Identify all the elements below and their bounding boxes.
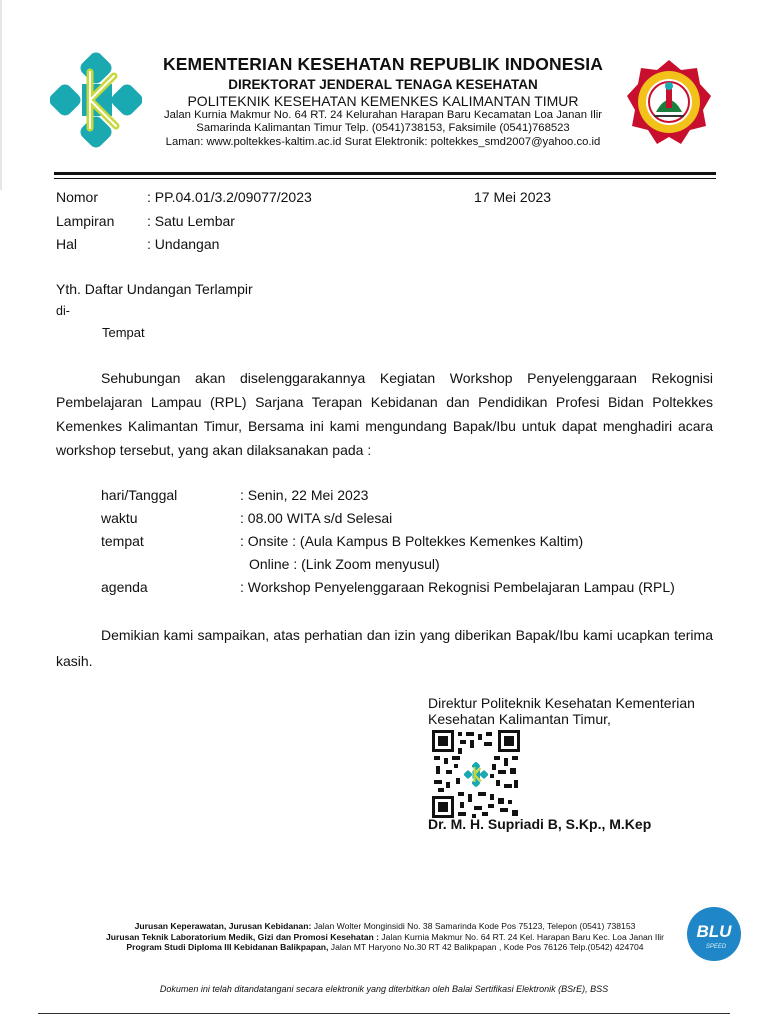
- waktu-value: : 08.00 WITA s/d Selesai: [240, 510, 393, 526]
- signatory-name: Dr. M. H. Supriadi B, S.Kp., M.Kep: [428, 816, 652, 832]
- waktu-label: waktu: [101, 510, 138, 526]
- footer-line-3-bold: Program Studi Diploma III Kebidanan Balikpapan,: [126, 942, 329, 952]
- footer-addresses: [90, 921, 680, 953]
- recipient-di: di-: [56, 304, 70, 318]
- footer-line-1-rest: Jalan Wolter Monginsidi No. 38 Samarinda Kode Pos 75123, Telepon (0541) 738153: [311, 921, 636, 931]
- footer-line-1-bold: Jurusan Keperawatan, Jurusan Kebidanan:: [134, 921, 312, 931]
- directorate-name: DIREKTORAT JENDERAL TENAGA KESEHATAN: [228, 76, 538, 92]
- poltekkes-logo-icon: [626, 58, 712, 146]
- footer-line-3-rest: Jalan MT Haryono No.30 RT 42 Balikpapan , Kode Pos 76126 Telp.(0542) 424704: [328, 942, 644, 952]
- signatory-title-line2: Kesehatan Kalimantan Timur,: [428, 711, 611, 727]
- tempat-label: tempat: [101, 533, 144, 549]
- footer-line-2-bold: Jurusan Teknik Laboratorium Medik, Gizi dan Promosi Kesehatan :: [105, 931, 379, 942]
- letterhead-rule-thin: [54, 178, 716, 179]
- recipient-line: Yth. Daftar Undangan Terlampir: [56, 281, 253, 297]
- tempat-onsite-value: : Onsite : (Aula Kampus B Poltekkes Kemenkes Kaltim): [240, 533, 584, 549]
- lampiran-value: : Satu Lembar: [147, 213, 235, 229]
- footer-rule: [38, 1013, 730, 1014]
- nomor-value: : PP.04.01/3.2/09077/2023: [147, 189, 312, 205]
- tempat-online-value: Online : (Link Zoom menyusul): [249, 556, 440, 572]
- agenda-value: : Workshop Penyelenggaraan Rekognisi Pembelajaran Lampau (RPL): [240, 579, 675, 595]
- blu-speed-logo-icon: [686, 906, 742, 962]
- body-paragraph-intro: Sehubungan akan diselenggarakannya Kegiatan Workshop Penyelenggaraan Rekognisi Pembelajaran Lampau (RPL) Sarjana Terapan Kebidanan dan Pendidikan Profesi Bidan Poltekkes Kemenkes Kalimantan Timur, Bersama ini kami mengundang Bapak/Ibu untuk dapat menghadiri acara workshop tersebut, yang akan dilaksanakan pada :: [56, 370, 713, 458]
- footer-line-2-rest: Jalan Kurnia Makmur No. 64 RT. 24 Kel. Harapan Baru Kec. Loa Janan Ilir: [378, 931, 664, 942]
- blu-text: BLU: [696, 922, 732, 941]
- kemenkes-logo-icon: [50, 52, 142, 148]
- website-email-line: Laman: www.poltekkes-kaltim.ac.id Surat Elektronik: poltekkes_smd2007@yahoo.co.id: [165, 135, 601, 148]
- blu-sub-text: SPEED: [705, 944, 727, 950]
- e-signature-disclaimer: Dokumen ini telah ditandatangani secara elektronik yang diterbitkan oleh Balai Sertifikasi Elektronik (BSrE), BSS: [159, 984, 609, 994]
- hal-value: : Undangan: [147, 236, 220, 252]
- letter-date: 17 Mei 2023: [474, 189, 552, 205]
- recipient-place: Tempat: [102, 325, 145, 340]
- hari-label: hari/Tanggal: [101, 487, 178, 503]
- footer-line-1: [90, 921, 680, 932]
- letterhead-rule-thick: [54, 172, 716, 175]
- ministry-name: KEMENTERIAN KESEHATAN REPUBLIK INDONESIA: [163, 54, 603, 74]
- nomor-label: Nomor: [56, 189, 99, 205]
- hal-label: Hal: [56, 236, 78, 252]
- lampiran-label: Lampiran: [56, 213, 115, 229]
- signatory-title-line1: Direktur Politeknik Kesehatan Kementerian: [428, 695, 695, 711]
- address-line: Jalan Kurnia Makmur No. 64 RT. 24 Kelurahan Harapan Baru Kecamatan Loa Janan Ilir: [163, 109, 603, 121]
- institution-name: POLITEKNIK KESEHATAN KEMENKES KALIMANTAN TIMUR: [187, 93, 579, 109]
- qr-code-icon: [432, 730, 520, 818]
- agenda-label: agenda: [101, 579, 148, 595]
- city-phone-line: Samarinda Kalimantan Timur Telp. (0541)738153, Faksimile (0541)768523: [196, 122, 570, 135]
- page-edge-marker: [0, 0, 2, 190]
- footer-line-2: [90, 932, 680, 943]
- body-paragraph-closing: Demikian kami sampaikan, atas perhatian dan izin yang diberikan Bapak/Ibu kami ucapkan terima kasih.: [56, 627, 713, 669]
- footer-line-3: [90, 942, 680, 953]
- hari-value: : Senin, 22 Mei 2023: [240, 487, 369, 503]
- letterhead: [148, 56, 618, 148]
